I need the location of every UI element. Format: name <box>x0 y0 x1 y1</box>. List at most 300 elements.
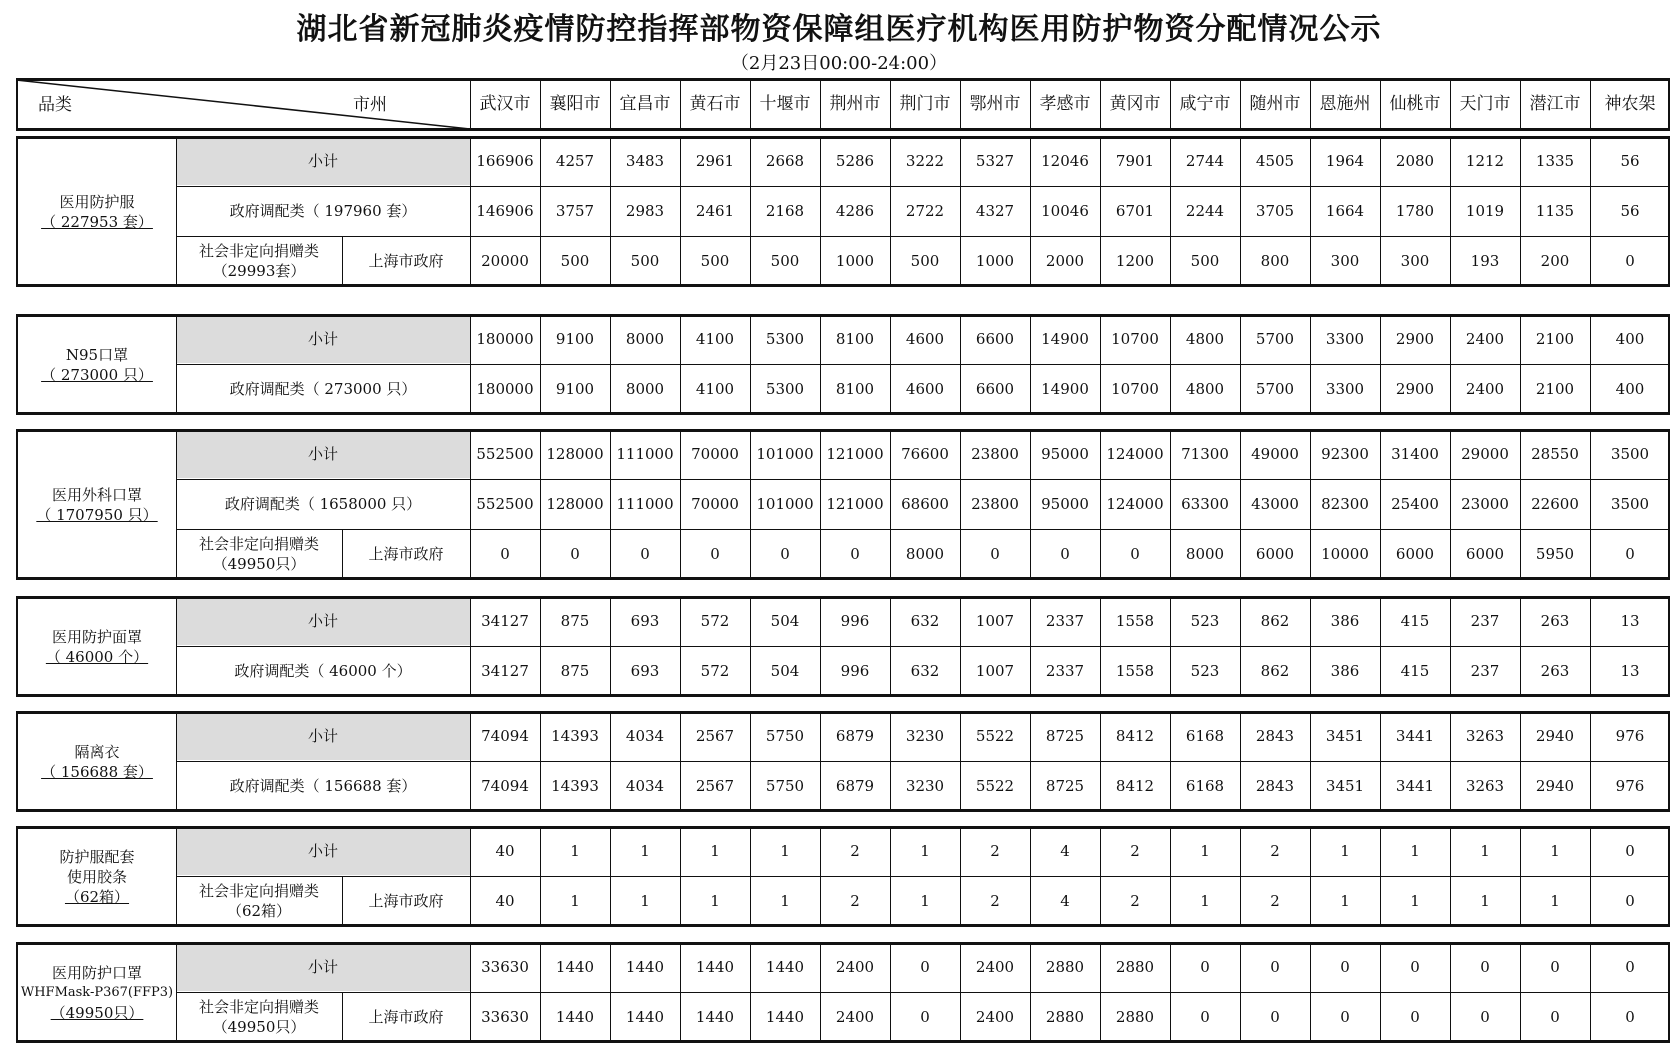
value-cell: 101000 <box>756 494 814 513</box>
value-cell: 23000 <box>1461 494 1509 513</box>
value-cell: 1000 <box>975 251 1015 270</box>
value-cell: 56 <box>1620 151 1640 170</box>
value-cell: 193 <box>1470 251 1500 270</box>
value-cell: 2400 <box>835 957 875 976</box>
value-cell: 4100 <box>695 379 735 398</box>
value-cell: 33630 <box>481 1007 529 1026</box>
value-cell: 1 <box>780 841 790 860</box>
value-cell: 1335 <box>1535 151 1575 170</box>
value-cell: 2400 <box>1465 379 1505 398</box>
value-cell: 23800 <box>971 444 1019 463</box>
category-name: N95口罩 <box>65 345 129 364</box>
value-cell: 3263 <box>1465 776 1505 795</box>
page-subtitle: （2月23日00:00-24:00） <box>730 53 948 74</box>
value-cell: 6600 <box>975 329 1015 348</box>
value-cell: 263 <box>1540 661 1570 680</box>
value-cell: 2400 <box>975 1007 1015 1026</box>
value-cell: 500 <box>1190 251 1220 270</box>
value-cell: 128000 <box>546 444 604 463</box>
donation-label <box>176 992 342 1042</box>
value-cell: 237 <box>1470 611 1500 630</box>
value-cell: 2100 <box>1535 379 1575 398</box>
page-title: 湖北省新冠肺炎疫情防控指挥部物资保障组医疗机构医用防护物资分配情况公示 <box>296 12 1382 47</box>
value-cell: 6000 <box>1465 544 1505 563</box>
category-name-line2: 使用胶条 <box>66 867 127 886</box>
value-cell: 2 <box>1270 891 1280 910</box>
value-cell: 25400 <box>1391 494 1439 513</box>
value-cell: 5750 <box>765 726 805 745</box>
category-cell <box>18 714 176 809</box>
value-cell: 200 <box>1540 251 1570 270</box>
value-cell: 28550 <box>1531 444 1579 463</box>
value-cell: 76600 <box>901 444 949 463</box>
value-cell: 5300 <box>765 379 805 398</box>
city-header-10: 咸宁市 <box>1179 94 1231 114</box>
donation-label-line1: 社会非定向捐赠类 <box>198 998 319 1016</box>
category-total: （ 156688 套） <box>41 762 153 781</box>
category-header: 品类 <box>38 94 72 115</box>
value-cell: 1440 <box>765 957 805 976</box>
value-cell: 0 <box>1625 957 1635 976</box>
value-cell: 6879 <box>835 726 875 745</box>
value-cell: 0 <box>990 544 1000 563</box>
value-cell: 74094 <box>481 726 529 745</box>
city-header-3: 黄石市 <box>689 94 741 114</box>
value-cell: 1212 <box>1465 151 1505 170</box>
value-cell: 0 <box>1340 957 1350 976</box>
value-cell: 2337 <box>1045 611 1085 630</box>
value-cell: 0 <box>780 544 790 563</box>
value-cell: 92300 <box>1321 444 1369 463</box>
value-cell: 2668 <box>765 151 805 170</box>
value-cell: 4600 <box>905 329 945 348</box>
value-cell: 70000 <box>691 494 739 513</box>
value-cell: 2843 <box>1255 776 1295 795</box>
value-cell: 4034 <box>625 726 665 745</box>
value-cell: 552500 <box>476 494 534 513</box>
value-cell: 1 <box>1340 841 1350 860</box>
value-cell: 500 <box>770 251 800 270</box>
value-cell: 3230 <box>905 726 945 745</box>
category-total: （ 273000 只） <box>41 365 153 384</box>
value-cell: 3451 <box>1325 726 1365 745</box>
value-cell: 0 <box>1410 957 1420 976</box>
value-cell: 0 <box>1480 1007 1490 1026</box>
value-cell: 875 <box>560 611 590 630</box>
category-total: （62箱） <box>64 887 130 906</box>
city-header-7: 鄂州市 <box>969 94 1021 114</box>
value-cell: 2880 <box>1045 1007 1085 1026</box>
value-cell: 3441 <box>1395 726 1435 745</box>
city-header-11: 随州市 <box>1249 94 1301 114</box>
value-cell: 6879 <box>835 776 875 795</box>
value-cell: 386 <box>1330 661 1360 680</box>
gov-allocation-label: 政府调配类（ 197960 套） <box>229 201 417 220</box>
value-cell: 2744 <box>1185 151 1225 170</box>
value-cell: 3230 <box>905 776 945 795</box>
donation-label <box>176 529 342 579</box>
value-cell: 2 <box>1130 841 1140 860</box>
value-cell: 504 <box>770 661 800 680</box>
value-cell: 43000 <box>1251 494 1299 513</box>
value-cell: 56 <box>1620 201 1640 220</box>
value-cell: 1440 <box>555 1007 595 1026</box>
value-cell: 693 <box>630 611 660 630</box>
value-cell: 8725 <box>1045 776 1085 795</box>
value-cell: 13 <box>1620 661 1640 680</box>
city-header-13: 仙桃市 <box>1389 94 1441 114</box>
value-cell: 82300 <box>1321 494 1369 513</box>
value-cell: 2900 <box>1395 379 1435 398</box>
value-cell: 2 <box>990 841 1000 860</box>
value-cell: 8412 <box>1115 776 1155 795</box>
gov-allocation-label: 政府调配类（ 46000 个） <box>234 661 412 680</box>
value-cell: 4034 <box>625 776 665 795</box>
value-cell: 111000 <box>616 494 674 513</box>
value-cell: 2 <box>1130 891 1140 910</box>
value-cell: 3451 <box>1325 776 1365 795</box>
value-cell: 1 <box>920 891 930 910</box>
value-cell: 2 <box>1270 841 1280 860</box>
category-cell <box>18 317 176 412</box>
value-cell: 1 <box>1480 841 1490 860</box>
value-cell: 5327 <box>975 151 1015 170</box>
category-total: （ 1707950 只） <box>36 505 158 524</box>
donor-name: 上海市政府 <box>368 1007 444 1026</box>
value-cell: 12046 <box>1041 151 1089 170</box>
category-name: 隔离衣 <box>74 742 120 761</box>
value-cell: 0 <box>1410 1007 1420 1026</box>
value-cell: 4100 <box>695 329 735 348</box>
value-cell: 3705 <box>1255 201 1295 220</box>
value-cell: 3500 <box>1610 494 1650 513</box>
city-header-0: 武汉市 <box>479 94 531 114</box>
value-cell: 0 <box>1625 891 1635 910</box>
value-cell: 875 <box>560 661 590 680</box>
value-cell: 1440 <box>695 1007 735 1026</box>
value-cell: 1 <box>1340 891 1350 910</box>
subtotal-label: 小计 <box>307 444 338 463</box>
value-cell: 3757 <box>555 201 595 220</box>
value-cell: 2100 <box>1535 329 1575 348</box>
value-cell: 8000 <box>625 379 665 398</box>
value-cell: 124000 <box>1106 444 1164 463</box>
value-cell: 693 <box>630 661 660 680</box>
city-header-4: 十堰市 <box>759 94 811 114</box>
value-cell: 70000 <box>691 444 739 463</box>
value-cell: 0 <box>710 544 720 563</box>
value-cell: 4800 <box>1185 379 1225 398</box>
value-cell: 14900 <box>1041 379 1089 398</box>
value-cell: 5522 <box>975 776 1015 795</box>
value-cell: 552500 <box>476 444 534 463</box>
category-name: 医用防护面罩 <box>51 627 142 646</box>
city-header-14: 天门市 <box>1459 94 1511 114</box>
value-cell: 8000 <box>1185 544 1225 563</box>
subtotal-label: 小计 <box>307 151 338 170</box>
value-cell: 2880 <box>1115 957 1155 976</box>
value-cell: 1 <box>710 841 720 860</box>
value-cell: 6000 <box>1395 544 1435 563</box>
value-cell: 14393 <box>551 726 599 745</box>
gov-allocation-label: 政府调配类（ 273000 只） <box>229 379 417 398</box>
value-cell: 415 <box>1400 661 1430 680</box>
value-cell: 40 <box>495 841 515 860</box>
value-cell: 0 <box>570 544 580 563</box>
value-cell: 0 <box>850 544 860 563</box>
city-header-16: 神农架 <box>1604 94 1656 114</box>
donor-name: 上海市政府 <box>368 251 444 270</box>
value-cell: 0 <box>500 544 510 563</box>
value-cell: 2940 <box>1535 726 1575 745</box>
value-cell: 146906 <box>476 201 534 220</box>
city-header-8: 孝感市 <box>1039 94 1091 114</box>
value-cell: 1 <box>570 841 580 860</box>
value-cell: 500 <box>630 251 660 270</box>
subtotal-label: 小计 <box>307 957 338 976</box>
value-cell: 10046 <box>1041 201 1089 220</box>
category-total: （ 227953 套） <box>41 212 153 231</box>
value-cell: 6000 <box>1255 544 1295 563</box>
value-cell: 3300 <box>1325 379 1365 398</box>
value-cell: 2567 <box>695 726 735 745</box>
value-cell: 101000 <box>756 444 814 463</box>
value-cell: 2244 <box>1185 201 1225 220</box>
value-cell: 6168 <box>1185 776 1225 795</box>
gov-allocation-label: 政府调配类（ 1658000 只） <box>224 494 422 513</box>
category-cell <box>18 432 176 577</box>
value-cell: 500 <box>700 251 730 270</box>
value-cell: 34127 <box>481 661 529 680</box>
value-cell: 8412 <box>1115 726 1155 745</box>
value-cell: 0 <box>1625 1007 1635 1026</box>
value-cell: 4800 <box>1185 329 1225 348</box>
value-cell: 3222 <box>905 151 945 170</box>
value-cell: 1 <box>1550 841 1560 860</box>
value-cell: 1 <box>1410 841 1420 860</box>
value-cell: 8000 <box>625 329 665 348</box>
value-cell: 5522 <box>975 726 1015 745</box>
category-cell <box>18 599 176 694</box>
value-cell: 1 <box>1550 891 1560 910</box>
value-cell: 124000 <box>1106 494 1164 513</box>
value-cell: 1964 <box>1325 151 1365 170</box>
value-cell: 4286 <box>835 201 875 220</box>
value-cell: 1200 <box>1115 251 1155 270</box>
value-cell: 0 <box>1625 841 1635 860</box>
value-cell: 9100 <box>555 329 595 348</box>
value-cell: 2 <box>850 891 860 910</box>
value-cell: 572 <box>700 611 730 630</box>
category-cell <box>18 829 176 924</box>
value-cell: 49000 <box>1251 444 1299 463</box>
value-cell: 1 <box>1200 841 1210 860</box>
donation-label <box>176 236 342 286</box>
city-header-1: 襄阳市 <box>549 94 601 114</box>
value-cell: 1 <box>710 891 720 910</box>
city-header: 市州 <box>353 94 387 115</box>
value-cell: 572 <box>700 661 730 680</box>
value-cell: 111000 <box>616 444 674 463</box>
value-cell: 2080 <box>1395 151 1435 170</box>
value-cell: 1440 <box>695 957 735 976</box>
category-name: 医用防护口罩 <box>51 963 142 982</box>
value-cell: 4 <box>1060 891 1070 910</box>
value-cell: 40 <box>495 891 515 910</box>
value-cell: 1135 <box>1535 201 1575 220</box>
value-cell: 33630 <box>481 957 529 976</box>
value-cell: 0 <box>1625 251 1635 270</box>
value-cell: 63300 <box>1181 494 1229 513</box>
value-cell: 1780 <box>1395 201 1435 220</box>
value-cell: 1 <box>1410 891 1420 910</box>
subtotal-label: 小计 <box>307 611 338 630</box>
category-total: （49950只） <box>50 1003 144 1022</box>
value-cell: 2961 <box>695 151 735 170</box>
subtotal-label: 小计 <box>307 329 338 348</box>
value-cell: 74094 <box>481 776 529 795</box>
value-cell: 4257 <box>555 151 595 170</box>
value-cell: 10000 <box>1321 544 1369 563</box>
donation-total: （62箱） <box>226 902 292 920</box>
value-cell: 68600 <box>901 494 949 513</box>
value-cell: 0 <box>1130 544 1140 563</box>
value-cell: 0 <box>1550 957 1560 976</box>
value-cell: 1558 <box>1115 661 1155 680</box>
value-cell: 1007 <box>975 661 1015 680</box>
value-cell: 500 <box>560 251 590 270</box>
value-cell: 632 <box>910 661 940 680</box>
donation-total: （29993套） <box>212 262 306 280</box>
value-cell: 1440 <box>625 1007 665 1026</box>
value-cell: 632 <box>910 611 940 630</box>
value-cell: 5950 <box>1535 544 1575 563</box>
city-header-5: 荆州市 <box>829 94 881 114</box>
value-cell: 0 <box>1340 1007 1350 1026</box>
category-cell <box>18 139 176 284</box>
value-cell: 1 <box>780 891 790 910</box>
value-cell: 1 <box>920 841 930 860</box>
value-cell: 0 <box>640 544 650 563</box>
value-cell: 1000 <box>835 251 875 270</box>
value-cell: 500 <box>910 251 940 270</box>
value-cell: 121000 <box>826 444 884 463</box>
value-cell: 5750 <box>765 776 805 795</box>
value-cell: 95000 <box>1041 494 1089 513</box>
donor-name: 上海市政府 <box>368 891 444 910</box>
value-cell: 5286 <box>835 151 875 170</box>
value-cell: 5700 <box>1255 329 1295 348</box>
value-cell: 300 <box>1330 251 1360 270</box>
value-cell: 0 <box>1200 957 1210 976</box>
value-cell: 5300 <box>765 329 805 348</box>
donor-name: 上海市政府 <box>368 544 444 563</box>
value-cell: 180000 <box>476 329 534 348</box>
value-cell: 23800 <box>971 494 1019 513</box>
value-cell: 2400 <box>835 1007 875 1026</box>
value-cell: 2337 <box>1045 661 1085 680</box>
category-name: 防护服配套 <box>59 847 135 866</box>
header-diagonal-line <box>16 78 470 131</box>
value-cell: 523 <box>1190 661 1220 680</box>
value-cell: 6701 <box>1115 201 1155 220</box>
value-cell: 2400 <box>1465 329 1505 348</box>
value-cell: 1 <box>1200 891 1210 910</box>
value-cell: 2567 <box>695 776 735 795</box>
value-cell: 3441 <box>1395 776 1435 795</box>
value-cell: 976 <box>1615 726 1645 745</box>
city-header-12: 恩施州 <box>1319 94 1371 114</box>
value-cell: 4505 <box>1255 151 1295 170</box>
value-cell: 4600 <box>905 379 945 398</box>
value-cell: 504 <box>770 611 800 630</box>
value-cell: 386 <box>1330 611 1360 630</box>
value-cell: 2461 <box>695 201 735 220</box>
value-cell: 523 <box>1190 611 1220 630</box>
value-cell: 20000 <box>481 251 529 270</box>
value-cell: 6168 <box>1185 726 1225 745</box>
subtotal-label: 小计 <box>307 726 338 745</box>
donation-label <box>176 876 342 926</box>
value-cell: 2843 <box>1255 726 1295 745</box>
value-cell: 2983 <box>625 201 665 220</box>
value-cell: 8000 <box>905 544 945 563</box>
subtotal-label: 小计 <box>307 841 338 860</box>
city-header-15: 潜江市 <box>1529 94 1581 114</box>
value-cell: 0 <box>1060 544 1070 563</box>
value-cell: 2168 <box>765 201 805 220</box>
value-cell: 0 <box>1270 957 1280 976</box>
value-cell: 14393 <box>551 776 599 795</box>
value-cell: 3300 <box>1325 329 1365 348</box>
value-cell: 22600 <box>1531 494 1579 513</box>
value-cell: 862 <box>1260 611 1290 630</box>
category-name: 医用外科口罩 <box>51 485 142 504</box>
value-cell: 1440 <box>625 957 665 976</box>
value-cell: 31400 <box>1391 444 1439 463</box>
value-cell: 10700 <box>1111 379 1159 398</box>
value-cell: 996 <box>840 661 870 680</box>
value-cell: 4 <box>1060 841 1070 860</box>
value-cell: 6600 <box>975 379 1015 398</box>
city-header-6: 荆门市 <box>899 94 951 114</box>
donation-total: （49950只） <box>212 1018 306 1036</box>
category-name-line2: WHFMask-P367(FFP3) <box>20 984 174 1000</box>
value-cell: 2400 <box>975 957 1015 976</box>
donation-label-line1: 社会非定向捐赠类 <box>198 882 319 900</box>
value-cell: 166906 <box>476 151 534 170</box>
value-cell: 2722 <box>905 201 945 220</box>
value-cell: 862 <box>1260 661 1290 680</box>
value-cell: 121000 <box>826 494 884 513</box>
value-cell: 10700 <box>1111 329 1159 348</box>
city-header-2: 宜昌市 <box>619 94 671 114</box>
donation-label-line1: 社会非定向捐赠类 <box>198 535 319 553</box>
value-cell: 4327 <box>975 201 1015 220</box>
value-cell: 996 <box>840 611 870 630</box>
value-cell: 2 <box>990 891 1000 910</box>
value-cell: 2940 <box>1535 776 1575 795</box>
value-cell: 8100 <box>835 329 875 348</box>
value-cell: 13 <box>1620 611 1640 630</box>
value-cell: 180000 <box>476 379 534 398</box>
value-cell: 1 <box>1480 891 1490 910</box>
value-cell: 263 <box>1540 611 1570 630</box>
value-cell: 95000 <box>1041 444 1089 463</box>
category-total: （ 46000 个） <box>45 647 149 666</box>
value-cell: 300 <box>1400 251 1430 270</box>
category-cell <box>18 945 176 1040</box>
